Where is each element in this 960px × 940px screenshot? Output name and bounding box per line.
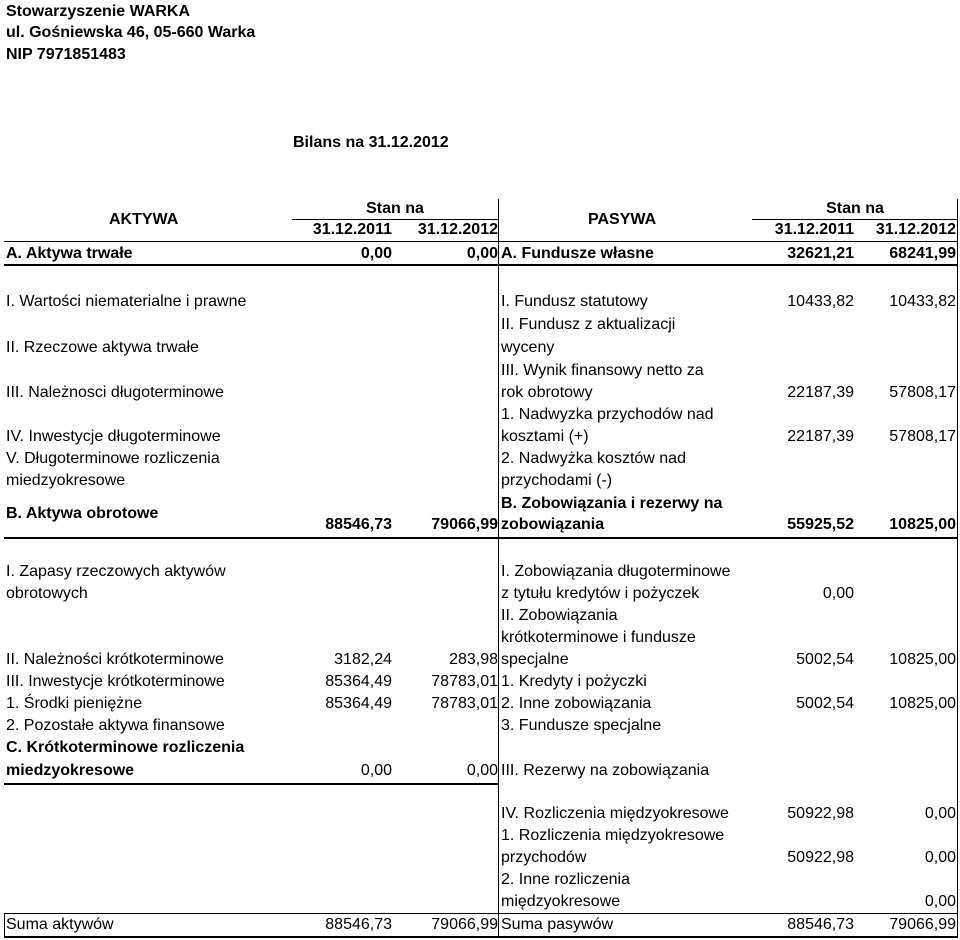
header-underline-left	[292, 219, 498, 220]
aktywa-obrotowe-label: B. Aktywa obrotowe	[6, 505, 159, 522]
totals-bottom-rule	[4, 936, 958, 938]
rozliczenia-przychodow-line1: 1. Rozliczenia międzyokresowe	[501, 827, 725, 844]
header-date-2011-left: 31.12.2011	[312, 221, 392, 238]
zobowiazania-rezerwy-2012: 10825,00	[889, 516, 956, 533]
wynik-finansowy-2011: 22187,39	[787, 384, 854, 401]
fundusz-statutowy-2012: 10433,82	[889, 293, 956, 310]
zobowiazania-rezerwy-2011: 55925,52	[787, 516, 854, 533]
org-name: Stowarzyszenie WARKA	[6, 3, 191, 20]
zobowiazania-dlugoterminowe-line2: z tytułu kredytów i pożyczek	[501, 585, 700, 602]
aktywa-pasywa-divider	[498, 242, 499, 938]
totals-top-rule	[4, 913, 958, 914]
naleznosci-krotkoterminowe-2011: 3182,24	[334, 651, 392, 668]
zapasy-line1: I. Zapasy rzeczowych aktywów	[6, 563, 226, 580]
totals-left-border	[4, 913, 5, 938]
aktywa-obrotowe-2011: 88546,73	[325, 516, 392, 533]
wartosci-niematerialne-label: I. Wartości niematerialne i prawne	[6, 293, 247, 310]
inwestycje-dlugoterminowe-label: IV. Inwestycje długoterminowe	[6, 428, 221, 445]
wynik-finansowy-2012: 57808,17	[889, 384, 956, 401]
section-b-rule	[4, 537, 958, 539]
suma-aktywow-2011: 88546,73	[325, 916, 392, 933]
inne-zobowiazania-2012: 10825,00	[889, 695, 956, 712]
header-underline-right	[752, 219, 958, 220]
rozliczenia-miedzyokresowe-label: IV. Rozliczenia międzyokresowe	[501, 805, 729, 822]
nadwyzka-przychodow-line2: kosztami (+)	[501, 428, 589, 445]
wynik-finansowy-line2: rok obrotowy	[501, 384, 593, 401]
suma-pasywow-2012: 79066,99	[889, 916, 956, 933]
page-title: Bilans na 31.12.2012	[293, 134, 449, 151]
nadwyzka-przychodow-line1: 1. Nadwyzka przychodów nad	[501, 406, 714, 423]
header-bottom-rule	[4, 241, 958, 242]
header-date-2012-left: 31.12.2012	[417, 221, 498, 238]
rezerwy-label: III. Rezerwy na zobowiązania	[501, 762, 710, 779]
zobowiazania-rezerwy-line1: B. Zobowiązania i rezerwy na	[501, 495, 723, 512]
srodki-pieniezne-label: 1. Środki pieniężne	[6, 695, 143, 712]
rozliczenia-miedzyokresowe-2011: 50922,98	[787, 805, 854, 822]
krotkoterminowe-rozliczenia-line2: miedzyokresowe	[6, 762, 135, 779]
header-aktywa: AKTYWA	[109, 211, 179, 228]
header-date-2011-right: 31.12.2011	[774, 221, 854, 238]
fundusz-aktualizacji-line2: wyceny	[501, 339, 555, 356]
rozliczenia-przychodow-line2: przychodów	[501, 849, 587, 866]
aktywa-trwale-2012: 0,00	[466, 245, 498, 262]
zapasy-line2: obrotowych	[6, 585, 88, 602]
krotkoterminowe-rozliczenia-line1: C. Krótkoterminowe rozliczenia	[6, 739, 245, 756]
zobowiazania-dlugoterminowe-2011: 0,00	[822, 585, 854, 602]
krotkoterminowe-rozliczenia-2011: 0,00	[360, 762, 392, 779]
fundusz-statutowy-label: I. Fundusz statutowy	[501, 293, 648, 310]
suma-aktywow-2012: 79066,99	[431, 916, 498, 933]
zobowiazania-krotkoterminowe-2011: 5002,54	[796, 651, 854, 668]
zobowiazania-rezerwy-line2: zobowiązania	[501, 516, 605, 533]
inwestycje-krotkoterminowe-label: III. Inwestycje krótkoterminowe	[6, 673, 225, 690]
section-a-rule	[4, 264, 958, 266]
inne-zobowiazania-label: 2. Inne zobowiązania	[501, 695, 652, 712]
fundusze-wlasne-2012: 68241,99	[889, 245, 956, 262]
fundusze-wlasne-label: A. Fundusze własne	[501, 245, 654, 262]
wynik-finansowy-line1: III. Wynik finansowy netto za	[501, 362, 704, 379]
zobowiazania-krotkoterminowe-line2: krótkoterminowe i fundusze	[501, 629, 696, 646]
rzeczowe-aktywa-label: II. Rzeczowe aktywa trwałe	[6, 339, 199, 356]
org-nip: NIP 7971851483	[6, 46, 126, 63]
nadwyzka-przychodow-2012: 57808,17	[889, 428, 956, 445]
rozliczenia-przychodow-2011: 50922,98	[787, 849, 854, 866]
pozostale-aktywa-label: 2. Pozostałe aktywa finansowe	[6, 717, 225, 734]
dlugoterminowe-rozliczenia-line1: V. Długoterminowe rozliczenia	[6, 450, 220, 467]
inwestycje-krotkoterminowe-2011: 85364,49	[325, 673, 392, 690]
srodki-pieniezne-2011: 85364,49	[325, 695, 392, 712]
inne-zobowiazania-2011: 5002,54	[796, 695, 854, 712]
rozliczenia-miedzyokresowe-2012: 0,00	[924, 805, 956, 822]
header-pasywa: PASYWA	[588, 211, 657, 228]
kredyty-pozyczki-label: 1. Kredyty i pożyczki	[501, 673, 647, 690]
nadwyzka-przychodow-2011: 22187,39	[787, 428, 854, 445]
fundusze-specjalne-label: 3. Fundusze specjalne	[501, 717, 662, 734]
header-date-2012-right: 31.12.2012	[875, 221, 956, 238]
inne-rozliczenia-line1: 2. Inne rozliczenia	[501, 871, 630, 888]
zobowiazania-krotkoterminowe-line3: specjalne	[501, 651, 569, 668]
fundusze-wlasne-2011: 32621,21	[787, 245, 854, 262]
inwestycje-krotkoterminowe-2012: 78783,01	[431, 673, 498, 690]
aktywa-obrotowe-2012: 79066,99	[431, 516, 498, 533]
zobowiazania-dlugoterminowe-line1: I. Zobowiązania długoterminowe	[501, 563, 731, 580]
suma-pasywow-label: Suma pasywów	[501, 916, 614, 933]
fundusz-aktualizacji-line1: II. Fundusz z aktualizacji	[501, 316, 676, 333]
naleznosci-krotkoterminowe-label: II. Należności krótkoterminowe	[6, 651, 224, 668]
krotkoterminowe-rozliczenia-2012: 0,00	[466, 762, 498, 779]
inne-rozliczenia-2012: 0,00	[924, 893, 956, 910]
table-right-border	[957, 199, 958, 938]
zobowiazania-krotkoterminowe-line1: II. Zobowiązania	[501, 607, 618, 624]
dlugoterminowe-rozliczenia-line2: miedzyokresowe	[6, 472, 126, 489]
fundusz-statutowy-2011: 10433,82	[787, 293, 854, 310]
nadwyzka-kosztow-line1: 2. Nadwyżka kosztów nad	[501, 450, 686, 467]
suma-aktywow-label: Suma aktywów	[6, 916, 114, 933]
header-stan-na-left: Stan na	[366, 200, 424, 217]
naleznosci-dlugoterminowe-label: III. Należnosci długoterminowe	[6, 384, 224, 401]
nadwyzka-kosztow-line2: przychodami (-)	[501, 472, 613, 489]
inne-rozliczenia-line2: międzyokresowe	[501, 893, 621, 910]
srodki-pieniezne-2012: 78783,01	[431, 695, 498, 712]
aktywa-trwale-label: A. Aktywa trwałe	[6, 245, 133, 262]
zobowiazania-krotkoterminowe-2012: 10825,00	[889, 651, 956, 668]
rozliczenia-przychodow-2012: 0,00	[924, 849, 956, 866]
aktywa-trwale-2011: 0,00	[360, 245, 392, 262]
section-c-rule	[4, 783, 498, 785]
org-address: ul. Gośniewska 46, 05-660 Warka	[6, 24, 256, 41]
naleznosci-krotkoterminowe-2012: 283,98	[449, 651, 498, 668]
header-stan-na-right: Stan na	[826, 200, 884, 217]
suma-pasywow-2011: 88546,73	[787, 916, 854, 933]
header-divider-left	[498, 199, 499, 242]
